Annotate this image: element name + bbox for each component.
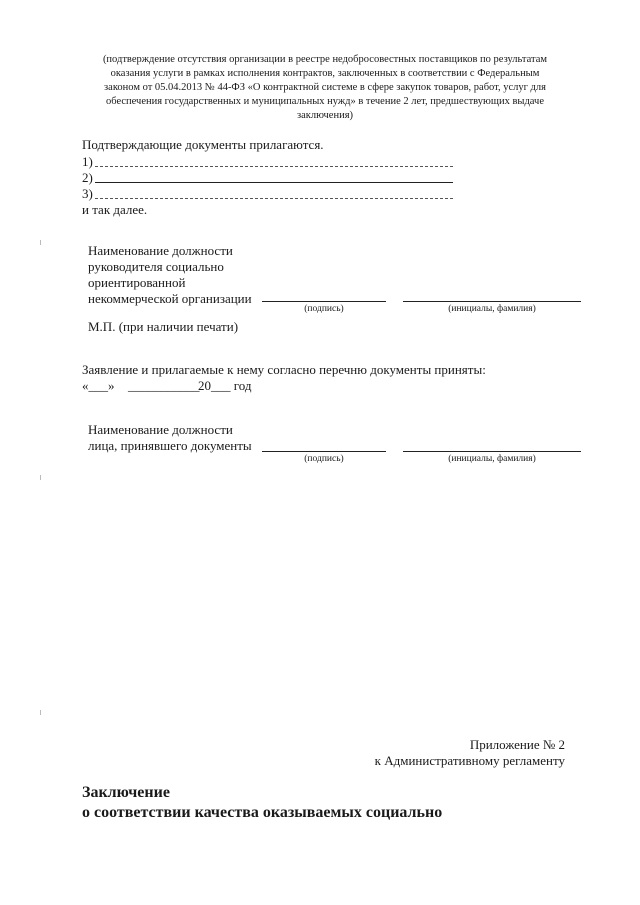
acceptance-date-year: 20___ год — [198, 378, 252, 393]
seal-note: М.П. (при наличии печати) — [88, 319, 239, 334]
margin-mark — [40, 240, 41, 245]
document-line-1 — [95, 166, 453, 167]
acceptance-date-month: ___________ — [128, 378, 200, 393]
appendix-number: Приложение № 2 — [469, 737, 565, 752]
signature-caption: (подпись) — [304, 304, 344, 314]
document-line-3 — [95, 198, 453, 199]
conclusion-subtitle: о соответствии качества оказываемых социально — [82, 804, 443, 821]
receiver-name-line — [403, 451, 581, 452]
receiver-position-line-1: Наименование должности — [88, 422, 233, 437]
position-title-line-2: руководителя социально — [88, 259, 224, 274]
header-note: (подтверждение отсутствия организации в реестре недобросовестных поставщиков по результатам оказания услуги в рамках исполнения контрактов, заключенных в соответствии с Федеральным законом от 05.04.2013 № 44-ФЗ «О контрактной системе в сфере закупок товаров, работ, услуг для обеспечения государственных и муниципальных нужд» в течение 2 лет, предшествующих выдаче заключения) — [102, 54, 548, 121]
margin-mark — [40, 710, 41, 715]
documents-intro: Подтверждающие документы прилагаются. — [82, 137, 324, 152]
document-item-3: 3) — [82, 186, 93, 201]
receiver-signature-line — [262, 451, 386, 452]
position-title-line-1: Наименование должности — [88, 243, 233, 258]
appendix-reference: к Административному регламенту — [374, 753, 565, 768]
receiver-name-caption: (инициалы, фамилия) — [448, 454, 536, 464]
document-item-2: 2) — [82, 170, 93, 185]
position-title-line-4: некоммерческой организации — [88, 291, 252, 306]
name-caption: (инициалы, фамилия) — [448, 304, 536, 314]
conclusion-title: Заключение — [82, 784, 170, 801]
margin-mark — [40, 475, 41, 480]
documents-etc: и так далее. — [82, 202, 148, 217]
receiver-signature-caption: (подпись) — [304, 454, 344, 464]
acceptance-date-day: «___» — [82, 378, 115, 393]
document-item-1: 1) — [82, 154, 93, 169]
receiver-position-line-2: лица, принявшего документы — [88, 438, 252, 453]
signature-line — [262, 301, 386, 302]
document-line-2 — [95, 182, 453, 183]
acceptance-statement: Заявление и прилагаемые к нему согласно перечню документы приняты: — [82, 362, 486, 377]
name-line — [403, 301, 581, 302]
position-title-line-3: ориентированной — [88, 275, 186, 290]
